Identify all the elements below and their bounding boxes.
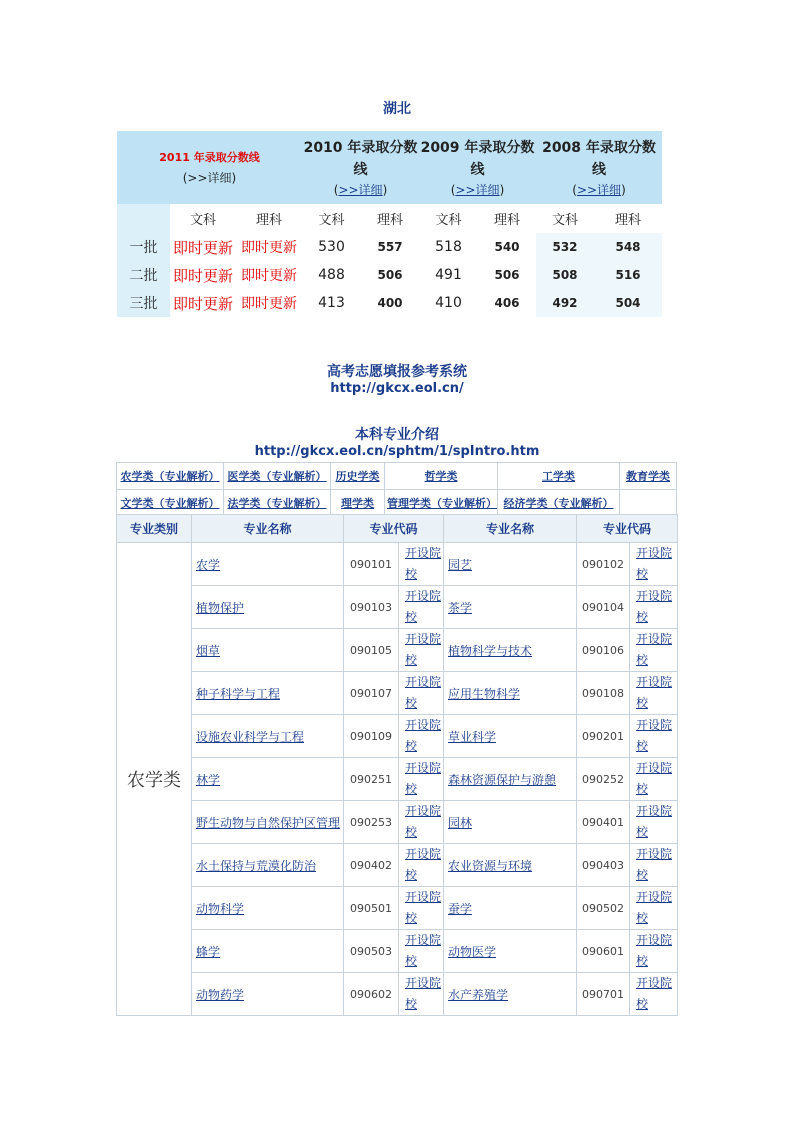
major-name-link[interactable]: 农学 bbox=[192, 543, 344, 586]
score-2010-wk: 413 bbox=[318, 295, 345, 311]
table-row bbox=[117, 887, 678, 930]
major-code: 090108 bbox=[577, 672, 630, 715]
category-link[interactable]: 教育学类 bbox=[620, 463, 677, 490]
major-name-link[interactable]: 草业科学 bbox=[444, 715, 577, 758]
table-row bbox=[117, 973, 678, 1016]
open-schools-link[interactable]: 开设院校 bbox=[399, 672, 444, 715]
major-name-link[interactable]: 森林资源保护与游憩 bbox=[444, 758, 577, 801]
detail-link-2009[interactable]: >>详细 bbox=[455, 183, 500, 197]
col-header-name: 专业名称 bbox=[444, 515, 577, 543]
open-schools-link[interactable]: 开设院校 bbox=[399, 887, 444, 930]
open-schools-link[interactable]: 开设院校 bbox=[630, 758, 678, 801]
detail-link-2008[interactable]: >>详细 bbox=[576, 183, 622, 197]
subheader-wk: 文科 bbox=[551, 213, 578, 228]
score-2008-wk: 492 bbox=[536, 289, 594, 317]
major-code: 090101 bbox=[344, 543, 399, 586]
major-code: 090104 bbox=[577, 586, 630, 629]
score-2008-lk: 548 bbox=[594, 233, 662, 261]
table-row bbox=[117, 801, 678, 844]
open-schools-link[interactable]: 开设院校 bbox=[630, 973, 678, 1016]
major-name-link[interactable]: 茶学 bbox=[444, 586, 577, 629]
major-code: 090401 bbox=[577, 801, 630, 844]
col-header-code: 专业代码 bbox=[344, 515, 444, 543]
major-name-link[interactable]: 动物科学 bbox=[192, 887, 344, 930]
major-name-link[interactable]: 动物药学 bbox=[192, 973, 344, 1016]
open-schools-link[interactable]: 开设院校 bbox=[399, 543, 444, 586]
subheader-wk: 文科 bbox=[318, 213, 345, 228]
major-code: 090252 bbox=[577, 758, 630, 801]
score-2009-wk: 518 bbox=[435, 239, 462, 255]
major-name-link[interactable]: 动物医学 bbox=[444, 930, 577, 973]
major-name-link[interactable]: 农业资源与环境 bbox=[444, 844, 577, 887]
system-title: 高考志愿填报参考系统 bbox=[327, 364, 467, 380]
system-url[interactable]: http://gkcx.eol.cn/ bbox=[330, 381, 464, 396]
major-code: 090201 bbox=[577, 715, 630, 758]
open-schools-link[interactable]: 开设院校 bbox=[399, 844, 444, 887]
majors-table bbox=[116, 514, 678, 1016]
open-schools-link[interactable]: 开设院校 bbox=[630, 844, 678, 887]
major-code: 090106 bbox=[577, 629, 630, 672]
category-link[interactable]: 医学类（专业解析） bbox=[224, 463, 331, 490]
category-cell: 农学类 bbox=[117, 543, 192, 1016]
score-2011-lk: 即时更新 bbox=[241, 240, 297, 256]
col-header-code: 专业代码 bbox=[577, 515, 678, 543]
table-row bbox=[117, 715, 678, 758]
major-code: 090602 bbox=[344, 973, 399, 1016]
major-code: 090107 bbox=[344, 672, 399, 715]
year-header-2008: 2008 年录取分数线 bbox=[542, 140, 656, 178]
subheader-lk: 理科 bbox=[614, 213, 641, 228]
table-row bbox=[117, 930, 678, 973]
score-row bbox=[117, 261, 662, 289]
category-link[interactable]: 法学类（专业解析） bbox=[224, 490, 331, 517]
category-link[interactable]: 文学类（专业解析） bbox=[117, 490, 224, 517]
major-code: 090601 bbox=[577, 930, 630, 973]
score-2010-lk: 506 bbox=[377, 268, 403, 282]
score-2009-wk: 410 bbox=[435, 295, 462, 311]
col-header-category: 专业类别 bbox=[117, 515, 192, 543]
open-schools-link[interactable]: 开设院校 bbox=[630, 586, 678, 629]
score-2010-lk: 400 bbox=[377, 296, 403, 310]
batch-label: 二批 bbox=[117, 261, 170, 289]
open-schools-link[interactable]: 开设院校 bbox=[399, 715, 444, 758]
open-schools-link[interactable]: 开设院校 bbox=[630, 715, 678, 758]
major-name-link[interactable]: 应用生物科学 bbox=[444, 672, 577, 715]
page-title: 湖北 bbox=[383, 101, 411, 117]
major-name-link[interactable]: 设施农业科学与工程 bbox=[192, 715, 344, 758]
open-schools-link[interactable]: 开设院校 bbox=[399, 973, 444, 1016]
open-schools-link[interactable]: 开设院校 bbox=[630, 930, 678, 973]
major-code: 090701 bbox=[577, 973, 630, 1016]
category-link[interactable]: 经济学类（专业解析） bbox=[498, 490, 620, 517]
major-name-link[interactable]: 蚕学 bbox=[444, 887, 577, 930]
score-2010-lk: 557 bbox=[377, 240, 403, 254]
category-link[interactable]: 理学类 bbox=[331, 490, 385, 517]
score-2008-wk: 508 bbox=[536, 261, 594, 289]
open-schools-link[interactable]: 开设院校 bbox=[630, 887, 678, 930]
score-2010-wk: 488 bbox=[318, 267, 345, 283]
major-code: 090503 bbox=[344, 930, 399, 973]
detail-link-2010[interactable]: >>详细 bbox=[338, 183, 383, 197]
batch-label: 一批 bbox=[117, 233, 170, 261]
score-2008-wk: 532 bbox=[536, 233, 594, 261]
batch-label: 三批 bbox=[117, 289, 170, 317]
header-2008: 2008 年录取分数线 (>>详细) bbox=[536, 131, 662, 204]
open-schools-link[interactable]: 开设院校 bbox=[630, 801, 678, 844]
major-name-link[interactable]: 植物保护 bbox=[192, 586, 344, 629]
table-row bbox=[117, 629, 678, 672]
subheader-lk: 理科 bbox=[255, 213, 282, 228]
major-code: 090402 bbox=[344, 844, 399, 887]
score-2008-lk: 504 bbox=[594, 289, 662, 317]
open-schools-link[interactable]: 开设院校 bbox=[399, 930, 444, 973]
major-name-link[interactable]: 园林 bbox=[444, 801, 577, 844]
subheader-wk: 文科 bbox=[435, 213, 462, 228]
intro-title: 本科专业介绍 bbox=[355, 427, 439, 443]
col-header-name: 专业名称 bbox=[192, 515, 344, 543]
score-2011-lk: 即时更新 bbox=[241, 296, 297, 312]
category-link[interactable]: 哲学类 bbox=[385, 463, 498, 490]
table-row bbox=[117, 543, 678, 586]
subheader-lk: 理科 bbox=[493, 213, 520, 228]
major-code: 090501 bbox=[344, 887, 399, 930]
score-2009-lk: 406 bbox=[494, 296, 520, 310]
score-2011-wk: 即时更新 bbox=[172, 266, 233, 285]
score-2010-wk: 530 bbox=[318, 239, 345, 255]
major-name-link[interactable]: 蜂学 bbox=[192, 930, 344, 973]
score-row bbox=[117, 289, 662, 317]
major-code: 090105 bbox=[344, 629, 399, 672]
open-schools-link[interactable]: 开设院校 bbox=[630, 543, 678, 586]
score-2009-lk: 540 bbox=[494, 240, 520, 254]
table-row bbox=[117, 844, 678, 887]
score-2011-lk: 即时更新 bbox=[241, 268, 297, 284]
major-name-link[interactable]: 园艺 bbox=[444, 543, 577, 586]
major-name-link[interactable]: 水土保持与荒漠化防治 bbox=[192, 844, 344, 887]
subheader-wk: 文科 bbox=[189, 213, 216, 228]
major-name-link[interactable]: 植物科学与技术 bbox=[444, 629, 577, 672]
open-schools-link[interactable]: 开设院校 bbox=[630, 672, 678, 715]
category-link[interactable]: 工学类 bbox=[498, 463, 620, 490]
score-2009-lk: 506 bbox=[494, 268, 520, 282]
score-2011-wk: 即时更新 bbox=[172, 238, 233, 257]
year-header-2009: 2009 年录取分数线 bbox=[420, 140, 535, 178]
open-schools-link[interactable]: 开设院校 bbox=[399, 629, 444, 672]
open-schools-link[interactable]: 开设院校 bbox=[399, 758, 444, 801]
table-row bbox=[117, 586, 678, 629]
header-2011-label: 2011 年录取分数线 bbox=[159, 151, 260, 164]
table-row bbox=[117, 672, 678, 715]
score-2011-wk: 即时更新 bbox=[172, 294, 233, 313]
major-code: 090253 bbox=[344, 801, 399, 844]
category-link[interactable]: 历史学类 bbox=[331, 463, 385, 490]
intro-url[interactable]: http://gkcx.eol.cn/sphtm/1/spIntro.htm bbox=[254, 444, 540, 459]
score-row bbox=[117, 233, 662, 261]
header-2011-detail: (>>详细) bbox=[182, 171, 237, 185]
major-code: 090403 bbox=[577, 844, 630, 887]
score-table bbox=[117, 131, 662, 317]
open-schools-link[interactable]: 开设院校 bbox=[399, 586, 444, 629]
header-2010: 2010 年录取分数线 (>>详细) bbox=[302, 131, 419, 204]
table-row bbox=[117, 758, 678, 801]
major-code: 090103 bbox=[344, 586, 399, 629]
major-name-link[interactable]: 野生动物与自然保护区管理 bbox=[192, 801, 344, 844]
major-code: 090502 bbox=[577, 887, 630, 930]
major-code: 090102 bbox=[577, 543, 630, 586]
score-2008-lk: 516 bbox=[594, 261, 662, 289]
major-name-link[interactable]: 种子科学与工程 bbox=[192, 672, 344, 715]
category-nav bbox=[116, 462, 677, 517]
major-name-link[interactable]: 水产养殖学 bbox=[444, 973, 577, 1016]
major-name-link[interactable]: 林学 bbox=[192, 758, 344, 801]
major-code: 090251 bbox=[344, 758, 399, 801]
score-2009-wk: 491 bbox=[435, 267, 462, 283]
header-2011 bbox=[117, 131, 302, 204]
year-header-2010: 2010 年录取分数线 bbox=[303, 140, 418, 178]
open-schools-link[interactable]: 开设院校 bbox=[399, 801, 444, 844]
subheader-lk: 理科 bbox=[376, 213, 403, 228]
header-2009: 2009 年录取分数线 (>>详细) bbox=[419, 131, 536, 204]
major-code: 090109 bbox=[344, 715, 399, 758]
category-link[interactable]: 管理学类（专业解析） bbox=[385, 490, 498, 517]
open-schools-link[interactable]: 开设院校 bbox=[630, 629, 678, 672]
major-name-link[interactable]: 烟草 bbox=[192, 629, 344, 672]
category-link[interactable]: 农学类（专业解析） bbox=[117, 463, 224, 490]
